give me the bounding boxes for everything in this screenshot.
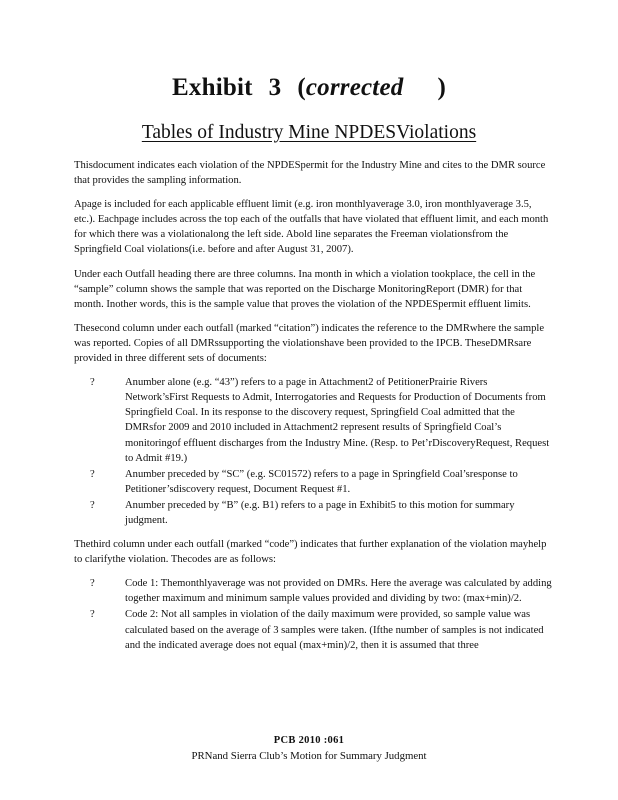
bullet-mark: ? bbox=[90, 377, 95, 389]
list-item-text: Anumber preceded by “B” (e.g. B1) refers to a page in Exhibit5 to this motion for summary judgment. bbox=[125, 499, 515, 526]
motion-title: PRNand Sierra Club’s Motion for Summary Judgment bbox=[191, 750, 427, 762]
document-sets-list bbox=[74, 375, 552, 528]
bullet-mark: ? bbox=[90, 468, 95, 480]
corrected-label: corrected bbox=[305, 74, 404, 101]
paragraph-codes: Thethird column under each outfall (marked “code”) indicates that further explanation of the violation mayhelp to clarifythe violation. Thecodes are as follows: bbox=[74, 539, 547, 566]
paragraph-columns: Under each Outfall heading there are three columns. Ina month in which a violation tookplace, the cell in the “sample” column shows the sample that was reported on the Discharge MonitoringReport (DMR) for that month. Inother words, this is the sample value that proves the violation of the NPDESpermit effluent limits. bbox=[74, 268, 536, 310]
exhibit-number: 3 bbox=[268, 74, 282, 101]
list-item-text: Code 1: Themonthlyaverage was not provided on DMRs. Here the average was calculated by adding together maximum and minimum sample values provided and dividing by two: (max+min)/2. bbox=[125, 578, 552, 605]
paragraph-citation: Thesecond column under each outfall (marked “citation”) indicates the reference to the DMRwhere the sample was reported. Copies of all DMRssupporting the violationshave been provided to the IPCB. TheseDMRsare provided in three different sets of documents: bbox=[74, 322, 545, 365]
close-paren: ) bbox=[437, 74, 446, 101]
list-item bbox=[90, 576, 552, 606]
bullet-mark: ? bbox=[90, 499, 95, 511]
codes-list bbox=[74, 576, 552, 652]
page-subtitle: Tables of Industry Mine NPDESViolations bbox=[141, 122, 477, 143]
document-body bbox=[74, 158, 552, 662]
list-item bbox=[90, 375, 552, 466]
paragraph-intro: Thisdocument indicates each violation of the NPDESpermit for the Industry Mine and cites to the DMR source that provides the sampling information. bbox=[74, 160, 546, 187]
bullet-mark: ? bbox=[90, 578, 95, 590]
paragraph-page-layout: Apage is included for each applicable effluent limit (e.g. iron monthlyaverage 3.0, iron monthlyaverage 3.5, etc.). Eachpage includes across the top each of the outfalls that have violated that effluent limit, and each month for which there was a violationalong the left side. Abold line separates the Freeman violationsfrom the Springfield Coal violations(i.e. before and after August 31, 2007). bbox=[74, 199, 549, 256]
list-item-text: Anumber alone (e.g. “43”) refers to a page in Attachment2 of PetitionerPrairie Rivers Network’sFirst Requests to Admit, Interrogatories and Requests for Production of Documents from Springfield Coal. In its response to the discovery request, Springfield Coal admitted that the DMRsfor 2009 and 2010 included in Attachment2 represent results of Springfield Coal’s monitoringof effluent discharges from the Industry Mine. (Resp. to Pet’rDiscoveryRequest, Request to Admit #19.) bbox=[125, 377, 550, 464]
case-number: PCB 2010 :061 bbox=[273, 735, 345, 746]
list-item bbox=[90, 467, 552, 497]
open-paren: ( bbox=[297, 74, 306, 101]
list-item bbox=[90, 607, 552, 652]
list-item bbox=[90, 498, 552, 528]
exhibit-title bbox=[0, 74, 618, 102]
bullet-mark: ? bbox=[90, 609, 95, 621]
list-item-text: Anumber preceded by “SC” (e.g. SC01572) refers to a page in Springfield Coal’sresponse to Petitioner’sdiscovery request, Document Request #1. bbox=[125, 468, 518, 495]
exhibit-label: Exhibit bbox=[172, 74, 253, 101]
list-item-text: Code 2: Not all samples in violation of the daily maximum were provided, so sample value was calculated based on the average of 3 samples were taken. (Ifthe number of samples is not indicated and the indicated average does not equal (max+min)/2, then it is assumed that three bbox=[125, 609, 544, 651]
